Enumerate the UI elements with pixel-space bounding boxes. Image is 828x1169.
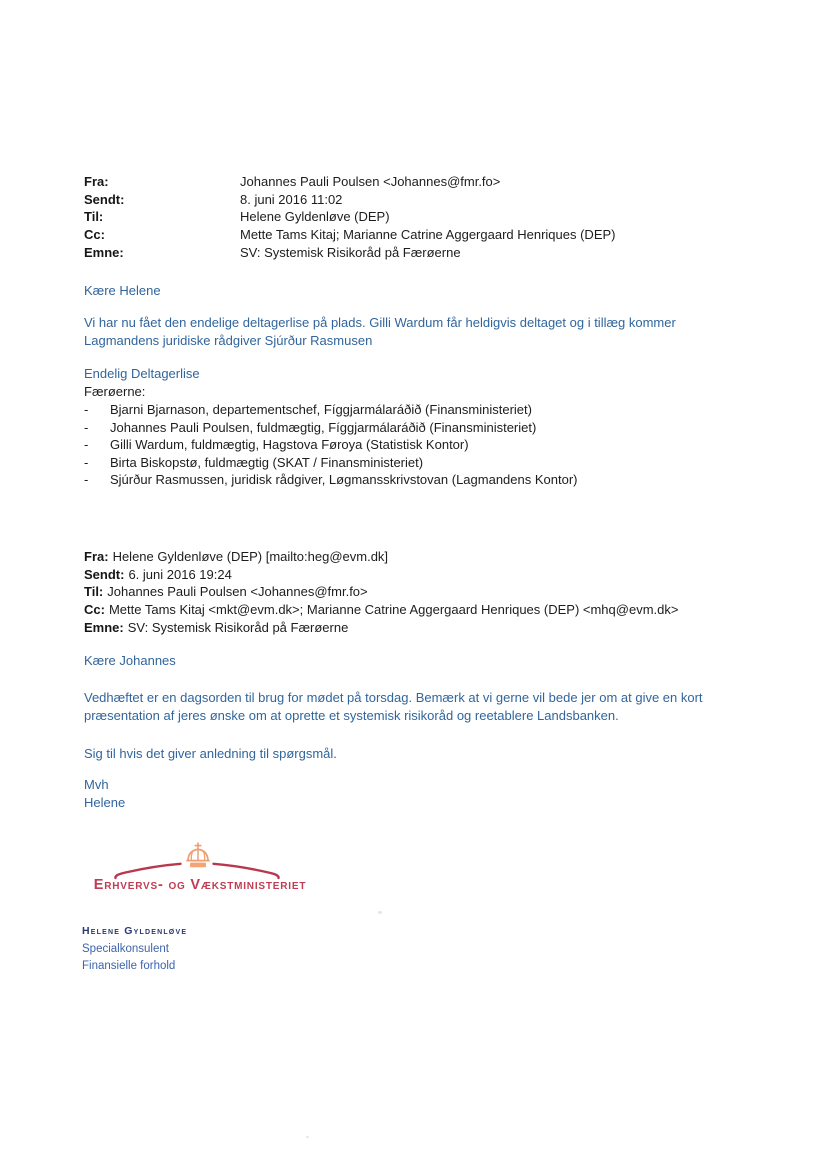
email1-header-block [84,173,616,261]
ministry-wordmark: Erhvervs- og Vækstministeriet [93,877,307,893]
header-field-value: Mette Tams Kitaj <mkt@evm.dk>; Marianne Catrine Aggergaard Henriques (DEP) <mhq@evm.dk> [108,602,679,618]
bullet-dash: - [84,454,89,470]
body-line: Vedhæftet er en dagsorden til brug for mødet på torsdag. Bemærk at vi gerne vil bede jer om at give en kort [84,690,703,705]
participant-list-heading: Færøerne: [84,384,146,399]
header-field-label: Sendt: [84,566,125,582]
bullet-dash: - [84,419,89,435]
header-field-value: Johannes Pauli Poulsen <Johannes@fmr.fo> [107,584,368,600]
signature-block [82,925,187,976]
signoff-abbrev: Mvh [84,777,109,792]
bullet-dash: - [84,472,89,487]
email1-header-row-from [84,173,616,191]
email1-body-paragraph [84,314,676,350]
participant-item [84,419,577,437]
participant-text: Bjarni Bjarnason, departementschef, Fíggjarmálaráðið (Finansministeriet) [110,402,532,417]
email2-header-row-subject [84,619,678,637]
header-field-label: Fra: [84,549,109,564]
header-field-value: Mette Tams Kitaj; Marianne Catrine Aggergaard Henriques (DEP) [240,227,616,243]
email2-body-paragraph [84,689,703,725]
body-line: Vi har nu fået den endelige deltagerlise på plads. Gilli Wardum får heldigvis deltaget og i tillæg kommer [84,315,676,330]
email2-header-row-from [84,548,678,566]
email2-closing-line: Sig til hvis det giver anledning til spørgsmål. [84,746,337,761]
scan-speck [306,1136,309,1138]
email2-header-row-to [84,583,678,601]
participant-list-title: Endelig Deltagerlise [84,366,200,381]
email1-header-row-cc [84,226,616,244]
email1-header-row-to [84,208,616,226]
email1-greeting: Kære Helene [84,283,161,298]
header-field-value: Helene Gyldenløve (DEP) [mailto:heg@evm.dk] [112,549,389,564]
header-field-label: Emne: [84,619,124,635]
signature-unit: Finansielle forhold [82,960,176,972]
email2-header-row-cc [84,601,678,619]
header-field-label: Cc: [84,227,105,243]
participant-item [84,436,577,454]
body-line: Lagmandens juridiske rådgiver Sjúrður Rasmusen [84,333,373,348]
header-field-value: SV: Systemisk Risikoråd på Færøerne [240,244,461,260]
email2-header-row-sent [84,566,678,584]
bullet-dash: - [84,437,89,452]
signature-name: Helene Gyldenløve [82,925,188,937]
header-field-value: SV: Systemisk Risikoråd på Færøerne [127,619,349,635]
signoff-name: Helene [84,794,126,810]
body-line: præsentation af jeres ønske om at oprette et systemisk risikoråd og reetablere Landsbanken. [84,708,619,723]
header-field-label: Til: [84,584,104,600]
header-field-value: 8. juni 2016 11:02 [240,191,343,207]
header-field-label: Cc: [84,602,105,618]
participant-item [84,401,577,419]
email1-header-row-subject [84,244,616,262]
header-field-label: Fra: [84,174,109,189]
scan-speck [378,911,382,914]
email1-header-row-sent [84,191,616,209]
email2-greeting: Kære Johannes [84,653,176,668]
participant-item [84,454,577,472]
participant-item [84,471,577,489]
email2-header-block [84,548,678,636]
header-field-value: Johannes Pauli Poulsen <Johannes@fmr.fo> [240,174,501,189]
header-field-value: Helene Gyldenløve (DEP) [240,209,390,225]
header-field-label: Sendt: [84,191,125,207]
header-field-value: 6. juni 2016 19:24 [128,566,232,582]
participant-list [84,401,577,489]
header-field-label: Til: [84,209,104,225]
participant-text: Johannes Pauli Poulsen, fuldmægtig, Fíggjarmálaráðið (Finansministeriet) [110,419,537,435]
header-field-label: Emne: [84,244,124,260]
email2-signoff [84,776,125,811]
signature-title: Specialkonsulent [82,943,169,955]
participant-text: Gilli Wardum, fuldmægtig, Hagstova Føroya (Statistisk Kontor) [110,437,469,452]
ministry-logo [80,840,320,904]
bullet-dash: - [84,402,89,417]
participant-text: Birta Biskopstø, fuldmægtig (SKAT / Finansministeriet) [110,454,424,470]
participant-text: Sjúrður Rasmussen, juridisk rådgiver, Løgmansskrivstovan (Lagmandens Kontor) [110,472,578,487]
